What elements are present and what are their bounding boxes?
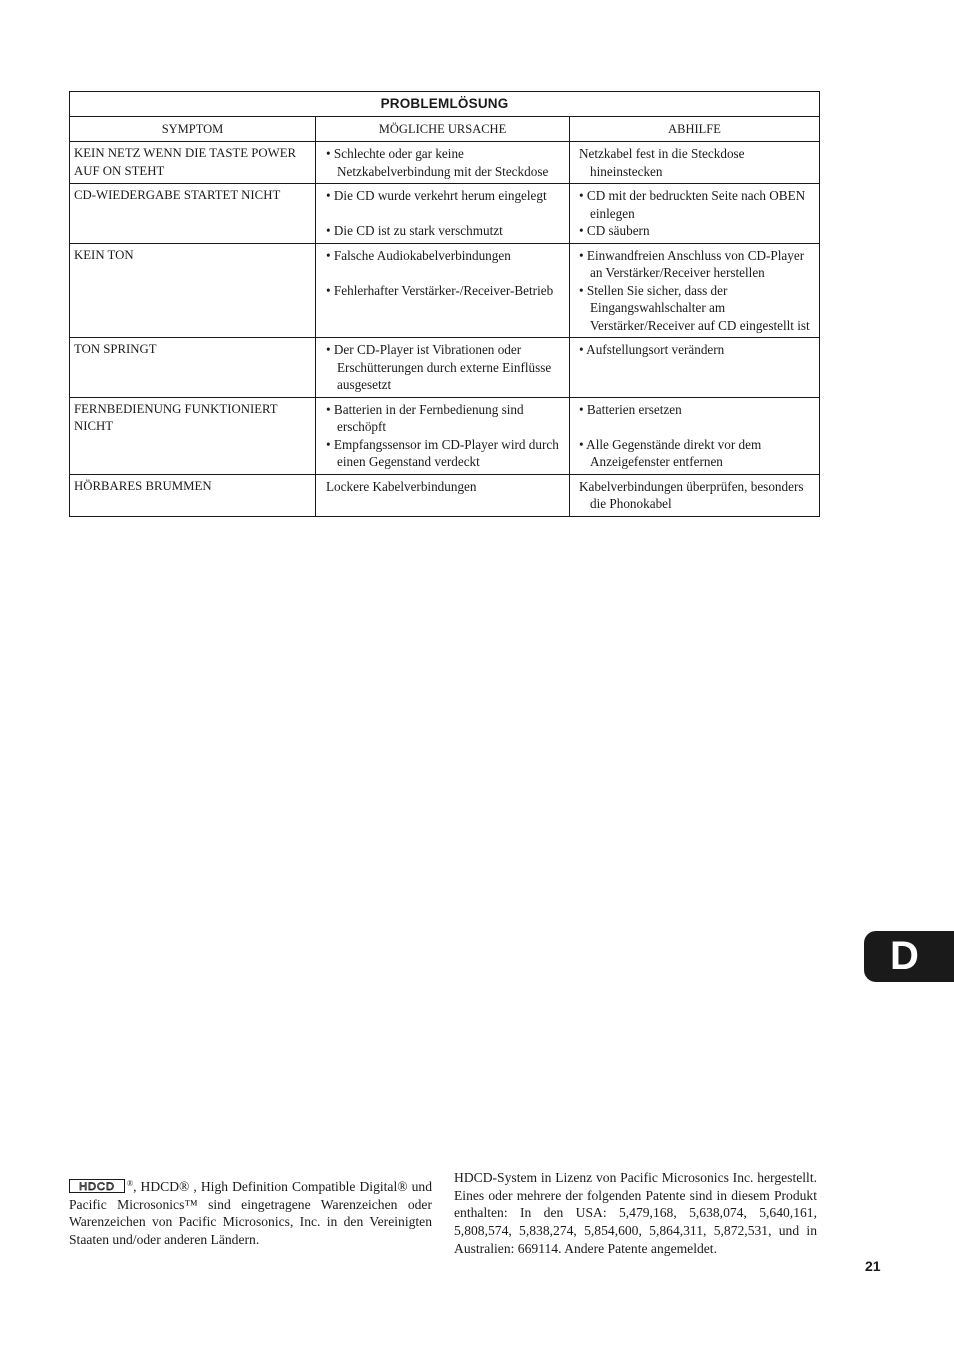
cause-cell	[316, 142, 570, 184]
symptom-cell: CD-WIEDERGABE STARTET NICHT	[70, 184, 316, 244]
cause-item: • Schlechte oder gar keine Netzkabelverbindung mit der Steckdose	[326, 146, 549, 179]
trademark-text: , HDCD® , High Definition Compatible Digital® und Pacific Microsonics™ sind eingetragene Warenzeichen oder Warenzeichen von Pacific Microsonics, Inc. in den Vereinigten Staaten und/oder anderen Ländern.	[69, 1179, 432, 1248]
cause-cell	[316, 243, 570, 338]
cause-item: • Empfangssensor im CD-Player wird durch einen Gegenstand verdeckt	[326, 436, 559, 469]
header-symptom: SYMPTOM	[70, 117, 316, 142]
hdcd-logo-text: HDCD	[79, 1181, 115, 1192]
fix-item: Netzkabel fest in die Steckdose hineinstecken	[579, 146, 745, 179]
symptom-cell: TON SPRINGT	[70, 338, 316, 398]
fix-item: • Einwandfreien Anschluss von CD-Player an Verstärker/Receiver herstellen	[579, 247, 805, 280]
fix-item: • Aufstellungsort verändern	[579, 342, 725, 357]
cause-cell	[316, 397, 570, 474]
cause-item: Lockere Kabelverbindungen	[326, 478, 477, 494]
symptom-cell: HÖRBARES BRUMMEN	[70, 474, 316, 516]
header-cause: MÖGLICHE URSACHE	[316, 117, 570, 142]
hdcd-logo	[69, 1179, 125, 1193]
fix-item: Kabelverbindungen überprüfen, besonders die Phonokabel	[579, 478, 804, 511]
cause-cell	[316, 474, 570, 516]
cause-item: • Die CD wurde verkehrt herum eingelegt	[326, 188, 547, 203]
fix-cell	[570, 142, 820, 184]
fix-cell	[570, 397, 820, 474]
cause-cell	[316, 184, 570, 244]
table-row	[70, 397, 820, 474]
patent-footnote: HDCD-System in Lizenz von Pacific Microsonics Inc. hergestellt. Eines oder mehrere der folgenden Patente sind in diesem Produkt enthalten: In den USA: 5,479,168, 5,638,074, 5,640,161, 5,808,574, 5,838,274, 5,854,600, 5,864,311, 5,872,531, und in Australien: 669114. Andere Patente angemeldet.	[454, 1170, 817, 1256]
cause-cell	[316, 338, 570, 398]
cause-item: • Falsche Audiokabelverbindungen	[326, 247, 511, 263]
table-row	[70, 338, 820, 398]
fix-item: • Stellen Sie sicher, dass der Eingangswahlschalter am Verstärker/Receiver auf CD eingestellt ist	[579, 282, 810, 333]
symptom-cell: FERNBEDIENUNG FUNKTIONIERT NICHT	[70, 397, 316, 474]
cause-item: • Fehlerhafter Verstärker-/Receiver-Betrieb	[326, 282, 554, 298]
fix-cell	[570, 243, 820, 338]
table-row	[70, 243, 820, 338]
hdcd-logo-mark	[70, 1180, 124, 1192]
fix-item: • CD mit der bedruckten Seite nach OBEN einlegen	[579, 188, 806, 221]
section-tab-letter: D	[890, 934, 919, 978]
cause-item: • Batterien in der Fernbedienung sind erschöpft	[326, 401, 524, 434]
fix-item: • CD säubern	[579, 223, 650, 238]
trademark-footnote	[69, 1175, 432, 1249]
fix-cell	[570, 338, 820, 398]
fix-cell	[570, 474, 820, 516]
cause-item: • Die CD ist zu stark verschmutzt	[326, 223, 503, 238]
table-row	[70, 474, 820, 516]
page-number: 21	[865, 1258, 881, 1274]
fix-cell	[570, 184, 820, 244]
section-tab-d	[864, 931, 954, 982]
symptom-cell: KEIN TON	[70, 243, 316, 338]
cause-item: • Der CD-Player ist Vibrationen oder Erschütterungen durch externe Einflüsse ausgesetzt	[326, 342, 552, 392]
troubleshooting-table	[69, 91, 820, 517]
table-row	[70, 142, 820, 184]
header-fix: ABHILFE	[570, 117, 820, 142]
table-title: PROBLEMLÖSUNG	[70, 92, 820, 117]
fix-item: • Alle Gegenstände direkt vor dem Anzeigefenster entfernen	[579, 436, 762, 469]
fix-item: • Batterien ersetzen	[579, 401, 682, 417]
table-header-row	[70, 117, 820, 142]
logo-registered-mark: ®	[127, 1179, 134, 1188]
symptom-cell: KEIN NETZ WENN DIE TASTE POWER AUF ON STEHT	[70, 142, 316, 184]
table-row	[70, 184, 820, 244]
